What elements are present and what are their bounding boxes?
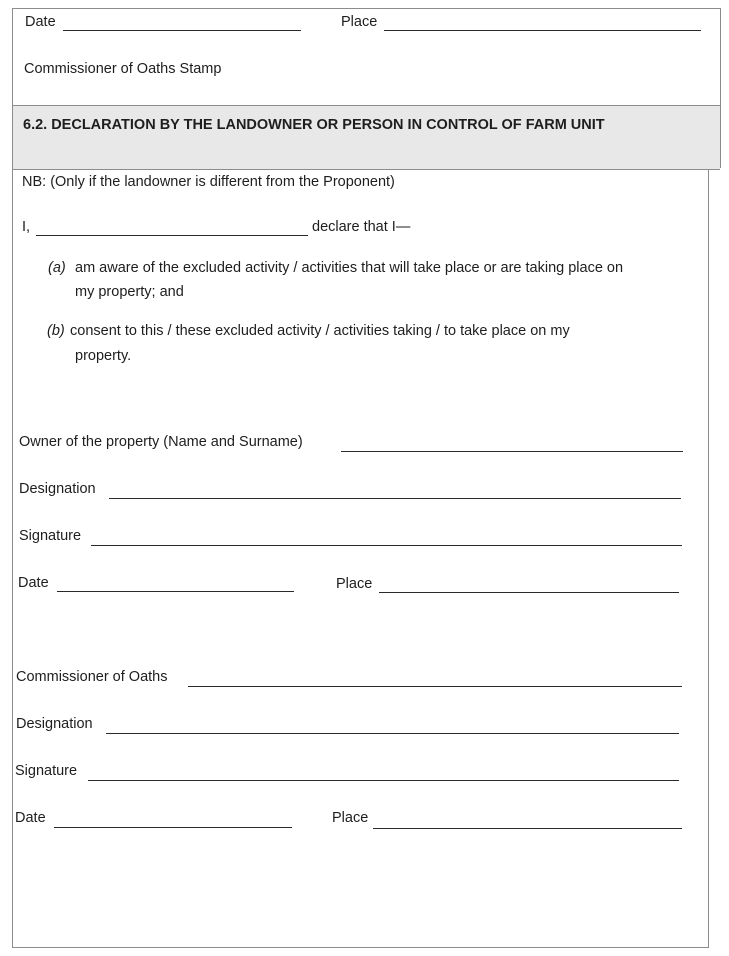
clause-a-marker-text: (a) xyxy=(48,260,66,276)
commissioner-signature-label: Signature xyxy=(15,763,78,779)
clause-a-marker xyxy=(48,259,66,277)
section-heading: 6.2. DECLARATION BY THE LANDOWNER OR PERSON IN CONTROL OF FARM UNIT xyxy=(23,117,605,133)
owner-name-label: Owner of the property (Name and Surname) xyxy=(19,434,303,450)
owner-signature-field[interactable] xyxy=(91,545,682,546)
top-place-label: Place xyxy=(341,14,378,30)
commissioner-field[interactable] xyxy=(188,686,682,687)
commissioner-date-label: Date xyxy=(15,810,46,826)
owner-place-label: Place xyxy=(336,576,373,592)
declare-suffix: declare that I— xyxy=(312,219,411,235)
owner-designation-label: Designation xyxy=(19,481,96,497)
commissioner-designation-field[interactable] xyxy=(106,733,679,734)
commissioner-place-label: Place xyxy=(332,810,369,826)
owner-designation-field[interactable] xyxy=(109,498,681,499)
clause-a-line1: am aware of the excluded activity / activities that will take place or are taking place on xyxy=(75,260,624,276)
commissioner-label: Commissioner of Oaths xyxy=(16,669,168,685)
owner-date-label: Date xyxy=(18,575,49,591)
owner-date-field[interactable] xyxy=(57,591,294,592)
commissioner-date-field[interactable] xyxy=(54,827,292,828)
commissioner-place-field[interactable] xyxy=(373,828,682,829)
nb-note: NB: (Only if the landowner is different from the Proponent) xyxy=(22,174,395,190)
clause-a-line2: my property; and xyxy=(75,284,184,300)
owner-signature-label: Signature xyxy=(19,528,82,544)
section-heading-band xyxy=(13,105,720,170)
top-place-field[interactable] xyxy=(384,30,701,31)
top-date-label: Date xyxy=(25,14,56,30)
commissioner-designation-label: Designation xyxy=(16,716,93,732)
owner-place-field[interactable] xyxy=(379,592,679,593)
commissioner-stamp-label: Commissioner of Oaths Stamp xyxy=(24,61,222,77)
commissioner-signature-field[interactable] xyxy=(88,780,679,781)
clause-b-marker xyxy=(47,322,65,340)
clause-b-line1: consent to this / these excluded activity / activities taking / to take place on my xyxy=(70,323,570,339)
owner-name-field[interactable] xyxy=(341,451,683,452)
top-date-field[interactable] xyxy=(63,30,301,31)
clause-b-line2: property. xyxy=(75,348,132,364)
declare-prefix: I, xyxy=(22,219,31,235)
clause-b-marker-text: (b) xyxy=(47,323,65,339)
declarant-name-field[interactable] xyxy=(36,235,308,236)
